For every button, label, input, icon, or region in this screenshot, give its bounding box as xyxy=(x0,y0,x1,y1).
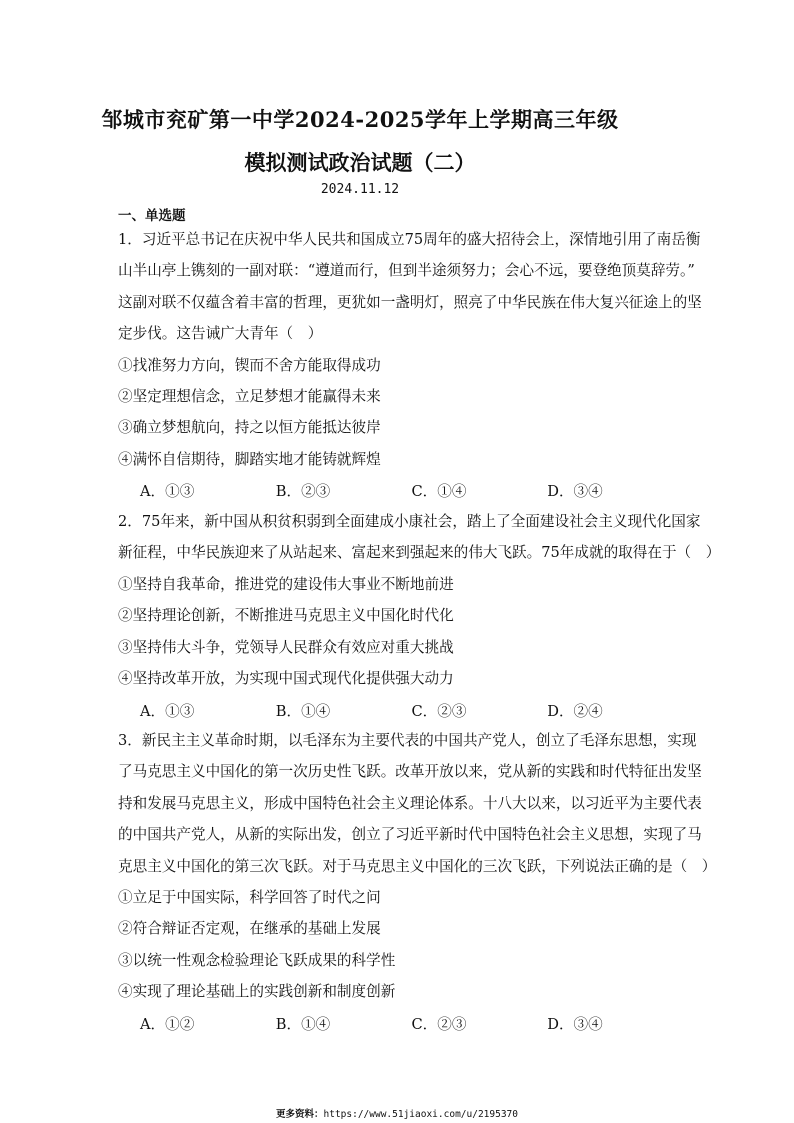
stem-line: 的中国共产党人，从新的实际出发，创立了习近平新时代中国特色社会主义思想，实现了马 xyxy=(118,826,702,844)
statement-item: ④实现了理论基础上的实践创新和制度创新 xyxy=(118,983,396,1001)
footer-label: 更多资料： xyxy=(276,1109,324,1120)
statement-item: ④坚持改革开放，为实现中国式现代化提供强大动力 xyxy=(118,669,454,687)
option-a[interactable]: A．①③ xyxy=(140,702,195,720)
option-c[interactable]: C．①④ xyxy=(411,483,467,501)
option-d[interactable]: D．③④ xyxy=(547,1015,603,1033)
statement-item: ③确立梦想航向，持之以恒方能抵达彼岸 xyxy=(118,419,381,437)
option-b[interactable]: B．①④ xyxy=(275,702,331,720)
option-a[interactable]: A．①③ xyxy=(140,483,195,501)
stem-line: 新征程，中华民族迎来了从站起来、富起来到强起来的伟大飞跃。75年成就的取得在于（ ） xyxy=(118,544,721,562)
question-2 xyxy=(118,506,721,726)
option-d[interactable]: D．②④ xyxy=(547,702,603,720)
statement-item: ①找准努力方向，锲而不舍方能取得成功 xyxy=(118,356,381,374)
option-b[interactable]: B．②③ xyxy=(275,483,331,501)
stem-line: 山半山亭上镌刻的一副对联：“遵道而行，但到半途须努力；会心不远，要登绝顶莫辞劳。” xyxy=(118,262,695,280)
statement-item: ①立足于中国实际，科学回答了时代之问 xyxy=(118,888,381,906)
option-c[interactable]: C．②③ xyxy=(411,702,467,720)
footer xyxy=(0,1106,794,1120)
statement-item: ①坚持自我革命，推进党的建设伟大事业不断地前进 xyxy=(118,575,454,593)
stem-line: 1．习近平总书记在庆祝中华人民共和国成立75周年的盛大招待会上，深情地引用了南岳衡 xyxy=(118,231,701,248)
answer-options xyxy=(118,475,683,506)
stem-line: 3．新民主主义革命时期，以毛泽东为主要代表的中国共产党人，创立了毛泽东思想，实现 xyxy=(118,732,697,749)
question-1 xyxy=(118,224,702,507)
statement-item: ④满怀自信期待，脚踏实地才能铸就辉煌 xyxy=(118,450,381,468)
stem-line: 2．75年来，新中国从积贫积弱到全面建成小康社会，踏上了全面建设社会主义现代化国家 xyxy=(118,513,701,530)
stem-line: 这副对联不仅蕴含着丰富的哲理，更犹如一盏明灯，照亮了中华民族在伟大复兴征途上的坚 xyxy=(118,293,702,311)
question-3 xyxy=(118,725,717,1039)
question-stem xyxy=(118,506,721,569)
exam-title-line2: 模拟测试政治试题（二） xyxy=(244,150,476,175)
statement-item: ②坚定理想信念，立足梦想才能赢得未来 xyxy=(118,387,381,405)
section-heading: 一、单选题 xyxy=(118,208,186,224)
option-a[interactable]: A．①② xyxy=(140,1015,195,1033)
stem-line: 了马克思主义中国化的第一次历史性飞跃。改革开放以来，党从新的实践和时代特征出发坚 xyxy=(118,763,702,781)
option-b[interactable]: B．①④ xyxy=(275,1015,331,1033)
statement-item: ②坚持理论创新，不断推进马克思主义中国化时代化 xyxy=(118,607,454,625)
footer-link[interactable]: https://www.51jiaoxi.com/u/2195370 xyxy=(323,1109,518,1120)
statement-item: ③坚持伟大斗争，党领导人民群众有效应对重大挑战 xyxy=(118,638,454,656)
exam-title-line1: 邹城市兖矿第一中学2024-2025学年上学期高三年级 xyxy=(101,107,619,132)
statement-item: ②符合辩证否定观，在继承的基础上发展 xyxy=(118,920,381,938)
answer-options xyxy=(118,694,683,725)
question-stem xyxy=(118,725,717,882)
option-c[interactable]: C．②③ xyxy=(411,1015,467,1033)
statement-item: ③以统一性观念检验理论飞跃成果的科学性 xyxy=(118,951,396,969)
question-stem xyxy=(118,224,702,350)
stem-line: 定步伐。这告诫广大青年（ ） xyxy=(118,325,323,343)
answer-options xyxy=(118,1008,683,1039)
exam-date: 2024.11.12 xyxy=(320,182,400,197)
option-d[interactable]: D．③④ xyxy=(547,483,603,501)
stem-line: 持和发展马克思主义，形成中国特色社会主义理论体系。十八大以来，以习近平为主要代表 xyxy=(118,794,702,812)
stem-line: 克思主义中国化的第三次飞跃。对于马克思主义中国化的三次飞跃，下列说法正确的是（ ） xyxy=(118,857,717,875)
